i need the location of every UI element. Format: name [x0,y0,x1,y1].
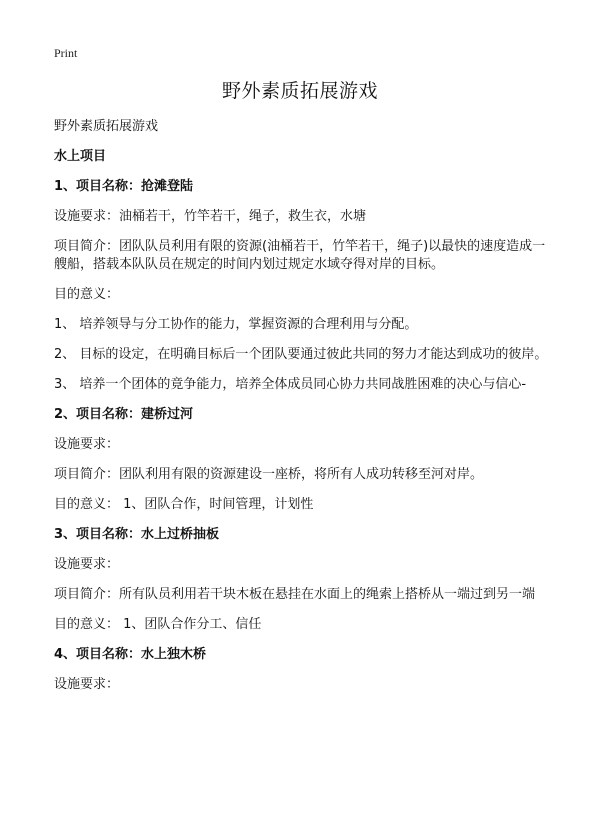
item-1-purpose-label: 目的意义： [54,287,120,302]
item-1-heading: 1、项目名称：抢滩登陆 [54,179,194,194]
subtitle: 野外素质拓展游戏 [54,119,159,134]
print-label: Print [54,46,78,60]
item-1-point-3: 3、 培养一个团体的竟争能力，培养全体成员同心协力共同战胜困难的决心与信心- [54,377,527,392]
item-1-intro: 项目简介：团队队员利用有限的资源(油桶若干，竹竿若干，绳子)以最快的速度造成一艘船，搭载本队队员在规定的时间内划过规定水域夺得对岸的目标。 [54,239,546,272]
item-1-equipment: 设施要求：油桶若干，竹竿若干，绳子，救生衣，水塘 [54,209,367,224]
item-2-intro: 项目简介：团队利用有限的资源建设一座桥，将所有人成功转移至河对岸。 [54,467,484,482]
item-3-intro: 项目简介：所有队员利用若干块木板在悬挂在水面上的绳索上搭桥从一端过到另一端 [54,587,536,602]
section-title: 水上项目 [54,149,107,164]
item-3-heading: 3、项目名称：水上过桥抽板 [54,527,220,542]
item-2-equipment: 设施要求： [54,437,120,452]
item-4-equipment: 设施要求： [54,677,120,692]
item-3-equipment: 设施要求： [54,557,120,572]
item-1-point-1: 1、 培养领导与分工协作的能力，掌握资源的合理利用与分配。 [54,317,418,332]
item-1-point-2: 2、 目标的设定，在明确目标后一个团队要通过彼此共同的努力才能达到成功的彼岸。 [54,347,548,362]
document-body [54,118,554,706]
item-2-purpose: 目的意义： 1、团队合作，时间管理，计划性 [54,497,314,512]
item-3-purpose: 目的意义： 1、团队合作分工、信任 [54,617,262,632]
page-title: 野外素质拓展游戏 [221,80,378,102]
item-4-heading: 4、项目名称：水上独木桥 [54,647,207,662]
item-2-heading: 2、项目名称：建桥过河 [54,407,194,422]
